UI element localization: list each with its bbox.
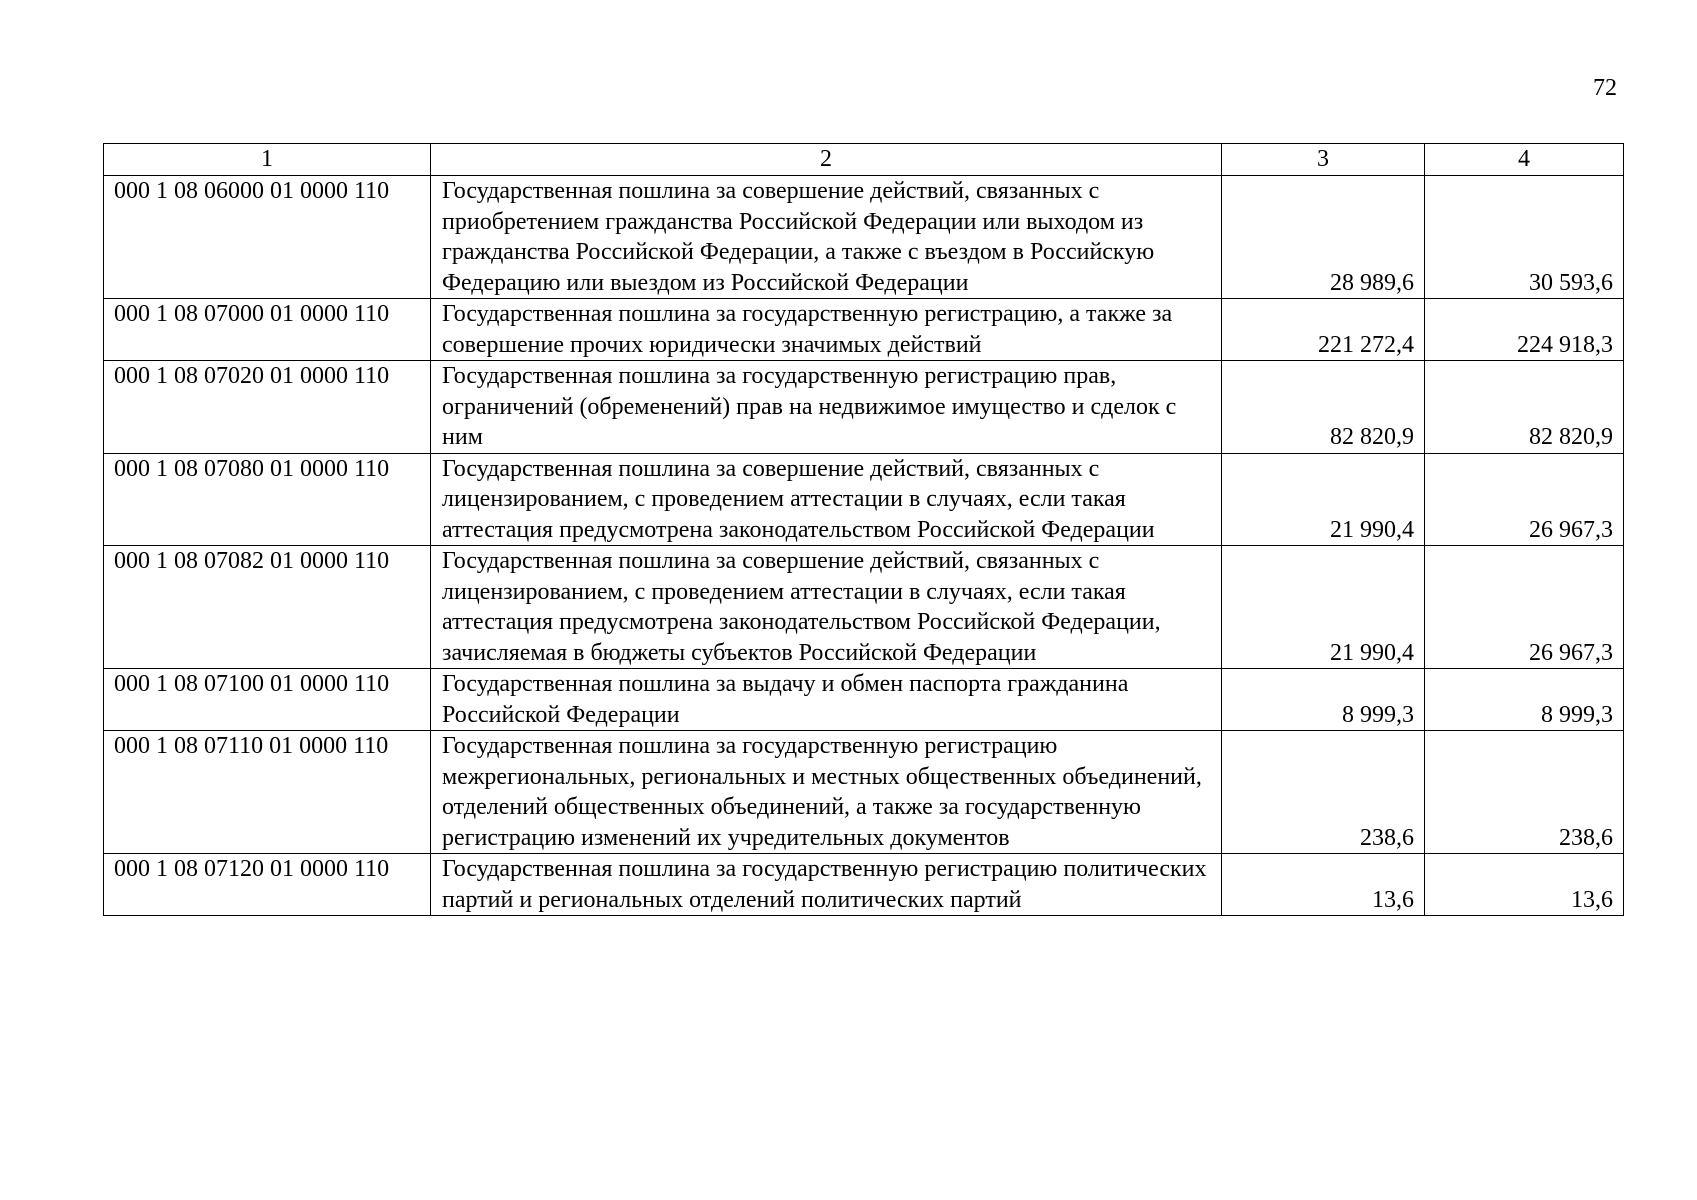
value-col4: 8 999,3 [1425,669,1624,731]
revenue-name: Государственная пошлина за совершение действий, связанных с лицензированием, с проведением аттестации в случаях, если такая аттестация предусмотрена законодательством Российской Федерации [431,453,1222,546]
table-row [104,299,1624,361]
value-col4: 26 967,3 [1425,546,1624,669]
value-col4: 13,6 [1425,854,1624,916]
revenue-code: 000 1 08 07000 01 0000 110 [104,299,431,361]
value-col4: 26 967,3 [1425,453,1624,546]
revenue-code: 000 1 08 06000 01 0000 110 [104,176,431,299]
value-col3: 13,6 [1222,854,1425,916]
revenue-code: 000 1 08 07110 01 0000 110 [104,731,431,854]
value-col3: 221 272,4 [1222,299,1425,361]
page-number: 72 [1593,75,1617,101]
value-col3: 21 990,4 [1222,453,1425,546]
column-header-3: 3 [1222,144,1425,176]
revenue-name: Государственная пошлина за государственную регистрацию, а также за совершение прочих юридически значимых действий [431,299,1222,361]
table-row [104,176,1624,299]
value-col4: 30 593,6 [1425,176,1624,299]
revenue-code: 000 1 08 07100 01 0000 110 [104,669,431,731]
revenue-name: Государственная пошлина за государственную регистрацию прав, ограничений (обременений) прав на недвижимое имущество и сделок с ним [431,361,1222,454]
value-col4: 224 918,3 [1425,299,1624,361]
table-row [104,453,1624,546]
revenue-name: Государственная пошлина за государственную регистрацию политических партий и региональных отделений политических партий [431,854,1222,916]
value-col3: 8 999,3 [1222,669,1425,731]
value-col4: 238,6 [1425,731,1624,854]
value-col3: 82 820,9 [1222,361,1425,454]
column-header-2: 2 [431,144,1222,176]
table-row [104,731,1624,854]
value-col4: 82 820,9 [1425,361,1624,454]
revenue-table [103,143,1624,916]
revenue-code: 000 1 08 07020 01 0000 110 [104,361,431,454]
table-row [104,854,1624,916]
table-header-row [104,144,1624,176]
revenue-name: Государственная пошлина за выдачу и обмен паспорта гражданина Российской Федерации [431,669,1222,731]
revenue-name: Государственная пошлина за государственную регистрацию межрегиональных, региональных и местных общественных объединений, отделений общественных объединений, а также за государственную регистрацию изменений их учредительных документов [431,731,1222,854]
column-header-1: 1 [104,144,431,176]
revenue-code: 000 1 08 07120 01 0000 110 [104,854,431,916]
value-col3: 28 989,6 [1222,176,1425,299]
table-row [104,361,1624,454]
value-col3: 21 990,4 [1222,546,1425,669]
revenue-code: 000 1 08 07082 01 0000 110 [104,546,431,669]
revenue-code: 000 1 08 07080 01 0000 110 [104,453,431,546]
table-row [104,669,1624,731]
value-col3: 238,6 [1222,731,1425,854]
table-row [104,546,1624,669]
revenue-name: Государственная пошлина за совершение действий, связанных с приобретением гражданства Российской Федерации или выходом из гражданства Российской Федерации, а также с въездом в Российскую Федерацию или выездом из Российской Федерации [431,176,1222,299]
revenue-name: Государственная пошлина за совершение действий, связанных с лицензированием, с проведением аттестации в случаях, если такая аттестация предусмотрена законодательством Российской Федерации, зачисляемая в бюджеты субъектов Российской Федерации [431,546,1222,669]
column-header-4: 4 [1425,144,1624,176]
